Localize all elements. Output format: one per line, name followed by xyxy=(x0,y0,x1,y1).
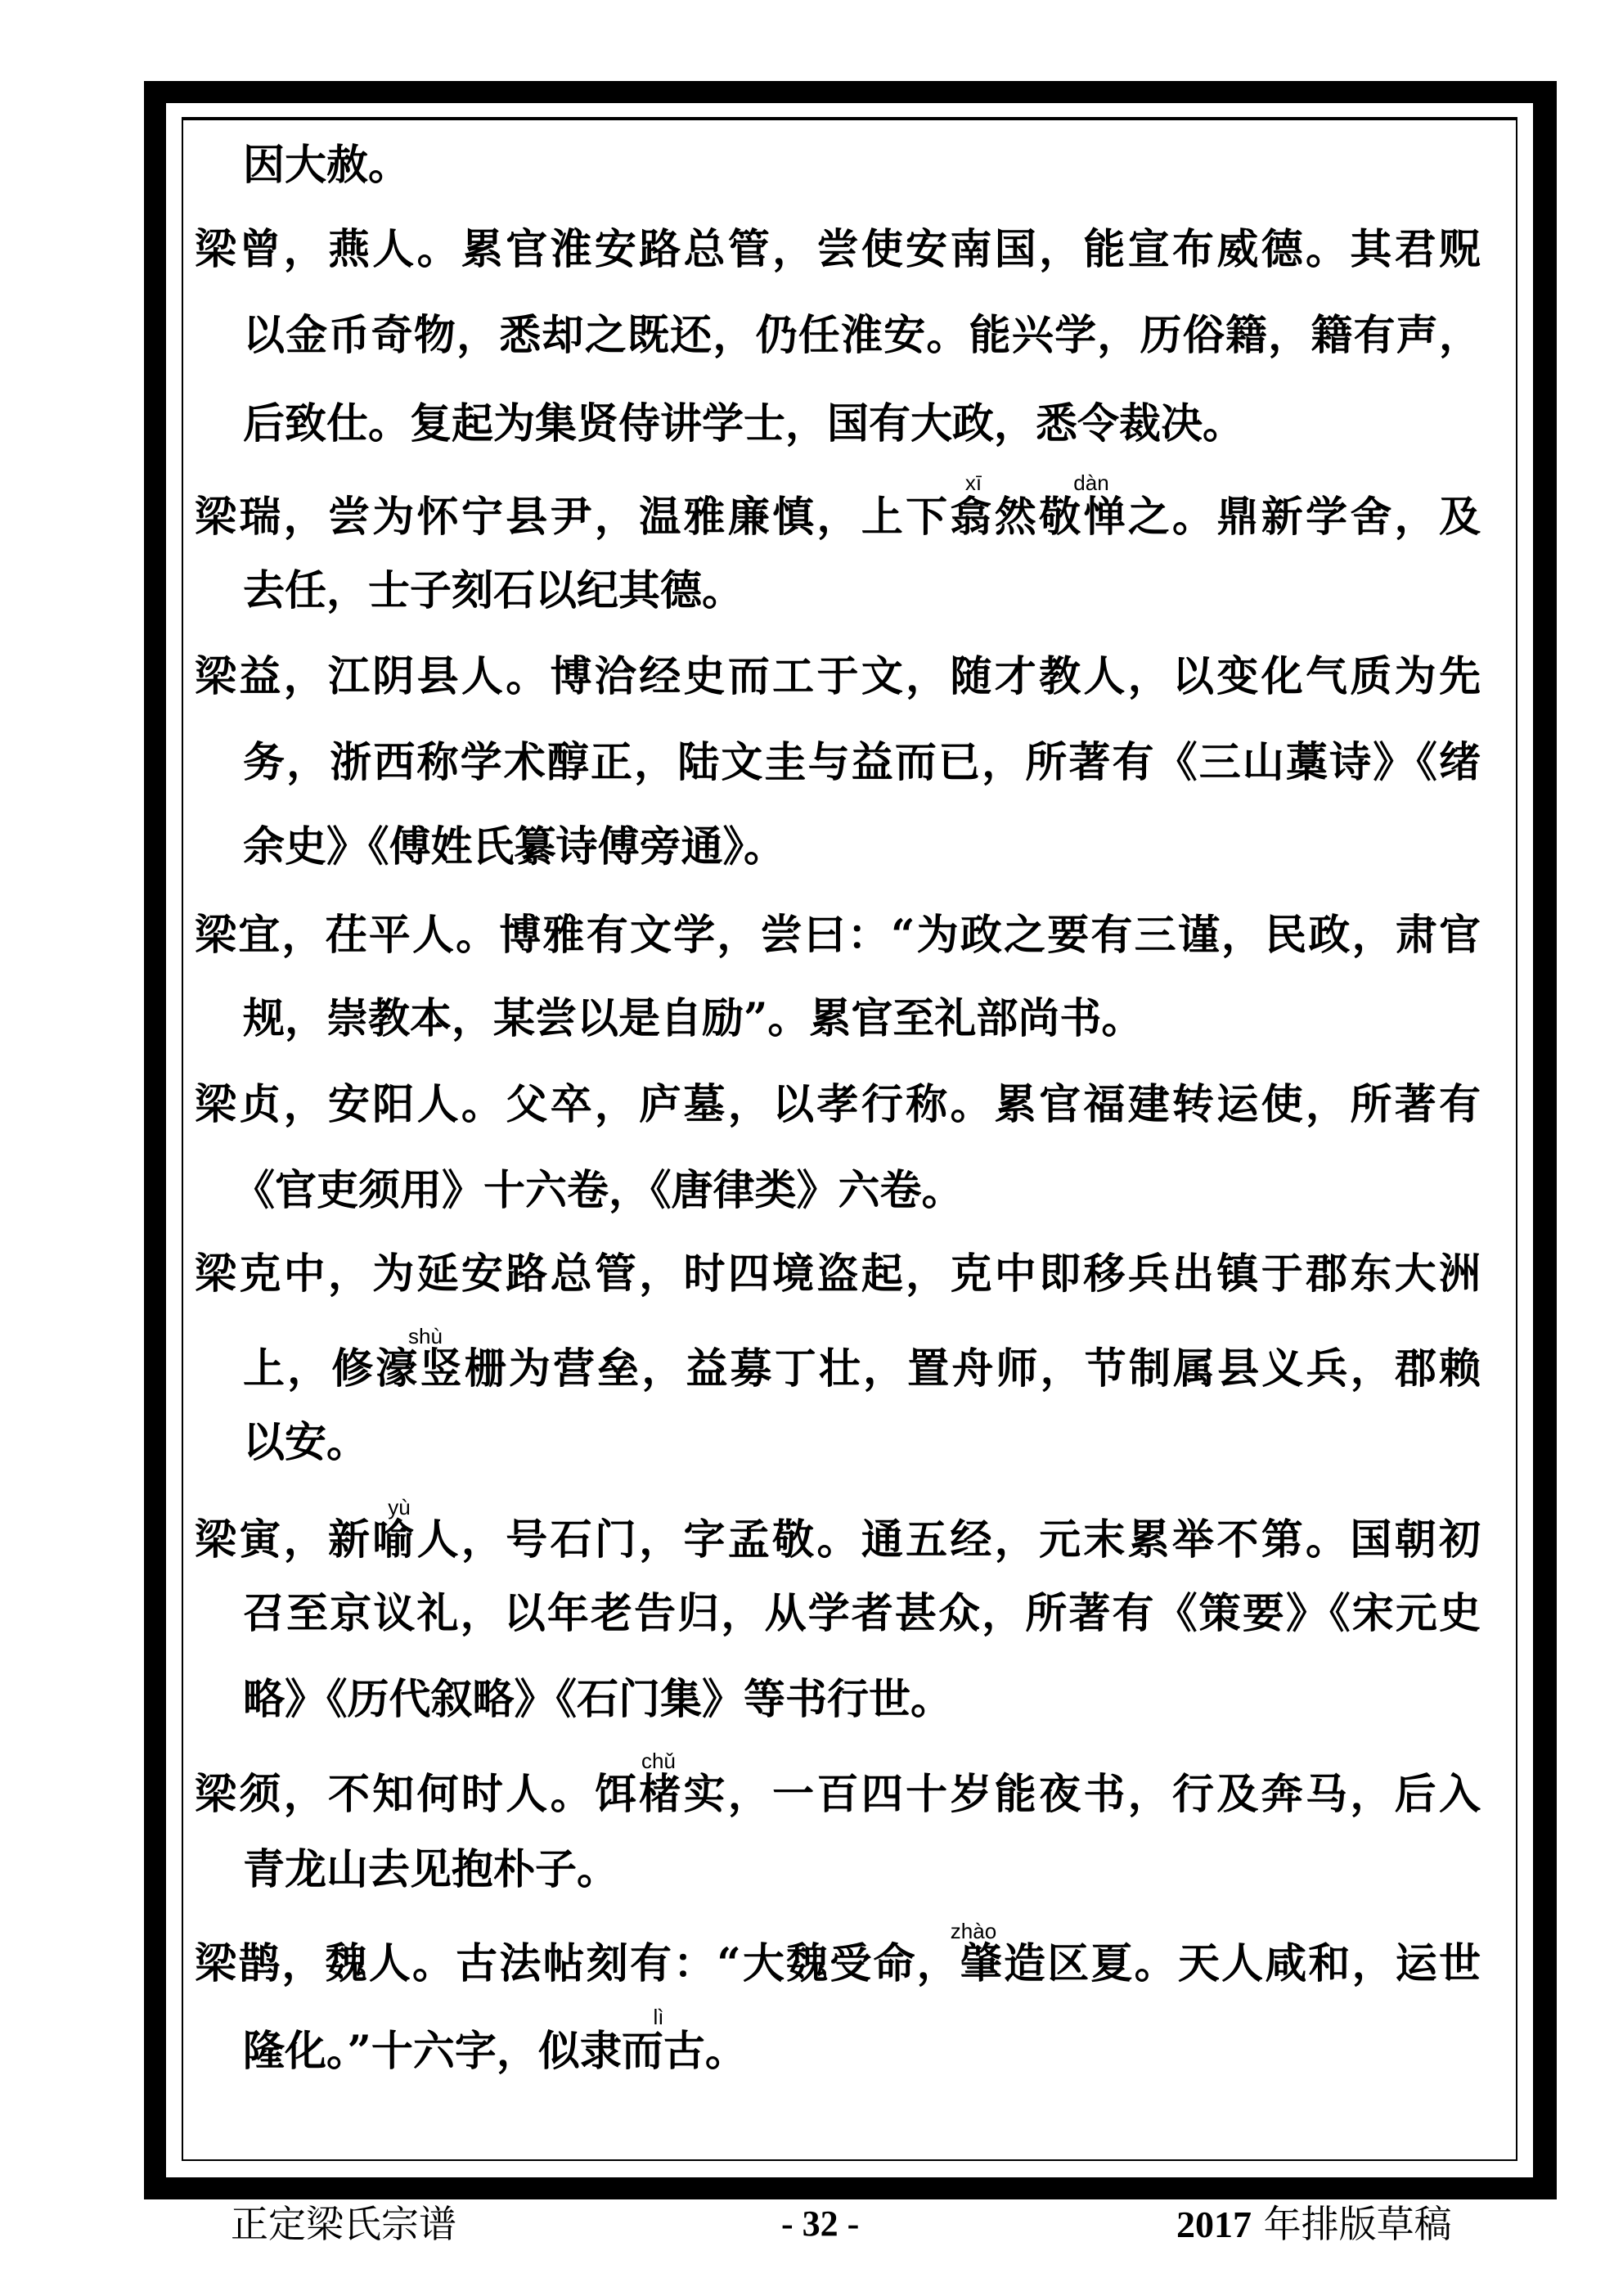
text-line: 规，崇教本，某尝以是自励”。累官至礼部尚书。 xyxy=(243,994,1144,1043)
text-line: 后致仕。复起为集贤侍讲学士，国有大政，悉令裁决。 xyxy=(243,399,1245,448)
entry-heading-line: 梁鹊，魏人。古法帖刻有：“大魏受命，肇造区夏。天人咸和，运世 xyxy=(195,1939,1481,1988)
entry-heading-line: 梁曾，燕人。累官淮安路总管，尝使安南国，能宣布威德。其君贶 xyxy=(195,225,1481,274)
pinyin-annotation: dàn xyxy=(1073,470,1109,495)
text-line: 略》《历代叙略》《石门集》等书行世。 xyxy=(243,1675,953,1724)
text-line: 召至京议礼，以年老告归，从学者甚众，所著有《策要》《宋元史 xyxy=(243,1589,1481,1638)
entry-heading-line: 梁寅，新喻人，号石门，字孟敬。通五经，元末累举不第。国朝初 xyxy=(195,1515,1481,1564)
text-line: 以金币奇物，悉却之既还，仍任淮安。能兴学，历俗籍，籍有声， xyxy=(243,311,1481,360)
pinyin-annotation: zhào xyxy=(950,1919,997,1943)
footer-draft-note xyxy=(1176,2203,1452,2245)
entry-heading-line: 梁益，江阴县人。博洽经史而工于文，随才教人，以变化气质为先 xyxy=(195,652,1481,701)
text-line: 去任，士子刻石以纪其德。 xyxy=(243,566,744,615)
pinyin-annotation: chǔ xyxy=(641,1749,676,1773)
text-line: 务，浙西称学术醇正，陆文圭与益而已，所著有《三山藁诗》《绪 xyxy=(243,738,1481,787)
text-line: 以安。 xyxy=(243,1418,369,1467)
pinyin-annotation: shù xyxy=(408,1324,443,1348)
footer-draft-label: 年排版草稿 xyxy=(1252,2202,1452,2246)
entry-heading-line: 梁克中，为延安路总管，时四境盗起，克中即移兵出镇于郡东大洲 xyxy=(195,1249,1481,1299)
text-line: 《官吏须用》十六卷，《唐律类》六卷。 xyxy=(233,1166,964,1215)
text-line: 隆化。”十六字，似隶而古。 xyxy=(243,2027,747,2076)
text-line: 余史》《傅姓氏纂诗傅旁通》。 xyxy=(243,822,786,871)
footer-book-title: 正定梁氏宗谱 xyxy=(231,2202,456,2246)
pinyin-annotation: xī xyxy=(964,470,982,495)
footer-draft-year: 2017 xyxy=(1176,2204,1252,2245)
text-line: 上，修濠竖栅为营垒，益募丁壮，置舟师，节制属县义兵，郡赖 xyxy=(243,1344,1481,1393)
entry-heading-line: 梁贞，安阳人。父卒，庐墓，以孝行称。累官福建转运使，所著有 xyxy=(195,1080,1481,1129)
entry-heading-line: 梁须，不知何时人。饵楮实，一百四十岁能夜书，行及奔马，后入 xyxy=(195,1770,1481,1819)
pinyin-annotation: lì xyxy=(653,2005,664,2029)
pinyin-annotation: yù xyxy=(388,1495,411,1519)
entry-heading-line: 梁宜，茌平人。博雅有文学，尝曰：“为政之要有三谨，民政，肃官 xyxy=(195,911,1481,960)
text-line: 青龙山去见抱朴子。 xyxy=(243,1845,619,1894)
text-line: 因大赦。 xyxy=(243,141,411,190)
entry-heading-line: 梁瑞，尝为怀宁县尹，温雅廉慎，上下翕然敬惮之。鼎新学舍，及 xyxy=(195,493,1481,542)
footer-page-number: - 32 - xyxy=(781,2204,860,2244)
